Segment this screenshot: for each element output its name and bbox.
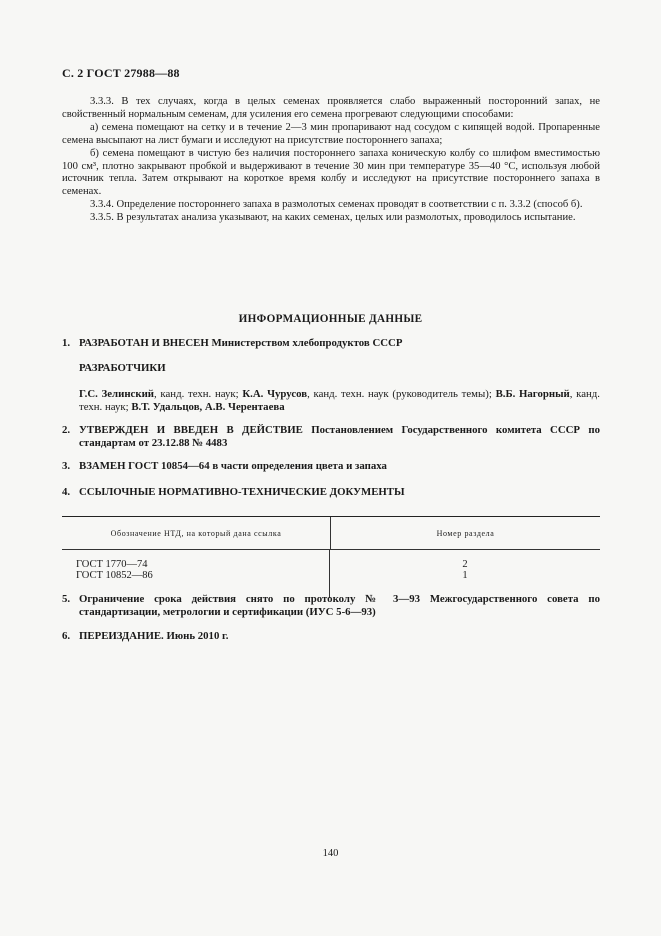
developer-name: Г.С. Зелинский xyxy=(79,388,155,400)
item-number: 4. xyxy=(62,486,71,498)
paragraph-3-3-5: 3.3.5. В результатах анализа указывают, на каких семенах, целых или размолотых, проводилось испытание. xyxy=(90,212,576,224)
paragraph-3-3-3: 3.3.3. В тех случаях, когда в целых семенах проявляется слабо выраженный посторонний запах, не свойственный нормальным семенам, для усиления его семена прогревают следующими способами: xyxy=(62,96,600,120)
info-item-3 xyxy=(62,460,600,473)
info-item-5 xyxy=(62,593,600,619)
item-number: 5. xyxy=(62,593,71,605)
paragraph-3-3-4: 3.3.4. Определение постороннего запаха в размолотых семенах проводят в соответствии с п. 3.3.2 (способ б). xyxy=(90,199,583,211)
developers-list xyxy=(79,388,600,414)
body-text xyxy=(62,96,600,225)
item-text: Июнь 2010 г. xyxy=(166,630,229,642)
table-cell-doc: ГОСТ 10852—86 xyxy=(76,570,153,581)
table-header xyxy=(62,517,600,550)
paragraph-method-a: а) семена помещают на сетку и в течение 2—3 мин пропаривают над сосудом с кипящей водой. Пропаренные семена высыпают на лист бумаги и исследуют на присутствие постороннего запаха; xyxy=(62,121,600,146)
table-cell-section: 2 xyxy=(462,559,468,570)
item-heading: ССЫЛОЧНЫЕ НОРМАТИВНО-ТЕХНИЧЕСКИЕ ДОКУМЕНТЫ xyxy=(79,486,405,498)
developers-label-text: РАЗРАБОТЧИКИ xyxy=(79,362,166,374)
table-header-document: Обозначение НТД, на который дана ссылка xyxy=(62,517,331,549)
table-header-section: Номер раздела xyxy=(436,528,495,538)
item-number: 1. xyxy=(62,337,71,349)
item-number: 3. xyxy=(62,460,71,472)
item-text: Министерством хлебопродуктов СССР xyxy=(211,337,403,349)
developer-title: , канд. техн. наук (руководитель темы); xyxy=(307,388,496,400)
developers-label xyxy=(79,362,600,375)
info-item-2 xyxy=(62,424,600,450)
item-number: 6. xyxy=(62,630,71,642)
item-text: Постановлением Государственного комитета СССР по стандартам от 23.12.88 № 4483 xyxy=(79,424,600,449)
paragraph-method-b: б) семена помещают в чистую без наличия постороннего запаха коническую колбу со шлифом вместимостью 100 см³, плотно закрывают пробкой и выдерживают в течение 30 мин при температуре 35—40 °С, используя любой источник тепла. Затем открывают на короткое время колбу и исследуют на присутствие постороннего запаха в семенах. xyxy=(62,147,600,198)
item-text: в части определения цвета и запаха xyxy=(212,460,387,472)
info-title: ИНФОРМАЦИОННЫЕ ДАННЫЕ xyxy=(238,313,423,325)
developer-name: В.Б. Нагорный xyxy=(495,388,570,400)
item-heading: РАЗРАБОТАН И ВНЕСЕН xyxy=(79,337,209,349)
table-cell-doc: ГОСТ 1770—74 xyxy=(76,559,148,570)
item-text: Ограничение срока действия снято по протоколу № 3—93 Межгосударственного совета по стандартизации, метрологии и сертификации (ИУС 5-6—93) xyxy=(79,593,600,618)
info-item-6 xyxy=(62,630,600,643)
developer-title: , канд. техн. наук; xyxy=(154,388,243,400)
table-body xyxy=(62,550,600,598)
info-item-1 xyxy=(62,337,600,350)
developer-title: , канд. техн. наук; xyxy=(79,388,600,413)
developer-name: В.Т. Удальцов, А.В. Черентаева xyxy=(131,401,285,413)
table-doc-column xyxy=(62,550,330,598)
item-number: 2. xyxy=(62,424,71,436)
references-table xyxy=(62,516,600,598)
item-heading: ВЗАМЕН ГОСТ 10854—64 xyxy=(79,460,210,472)
developer-name: К.А. Чурусов xyxy=(242,388,308,400)
item-heading: ПЕРЕИЗДАНИЕ. xyxy=(79,630,164,642)
page-header: С. 2 ГОСТ 27988—88 xyxy=(62,66,180,80)
page-number: 140 xyxy=(322,848,339,859)
table-cell-section: 1 xyxy=(462,570,468,581)
table-section-column xyxy=(330,550,600,598)
info-item-4 xyxy=(62,486,600,499)
item-heading: УТВЕРЖДЕН И ВВЕДЕН В ДЕЙСТВИЕ xyxy=(79,424,303,436)
